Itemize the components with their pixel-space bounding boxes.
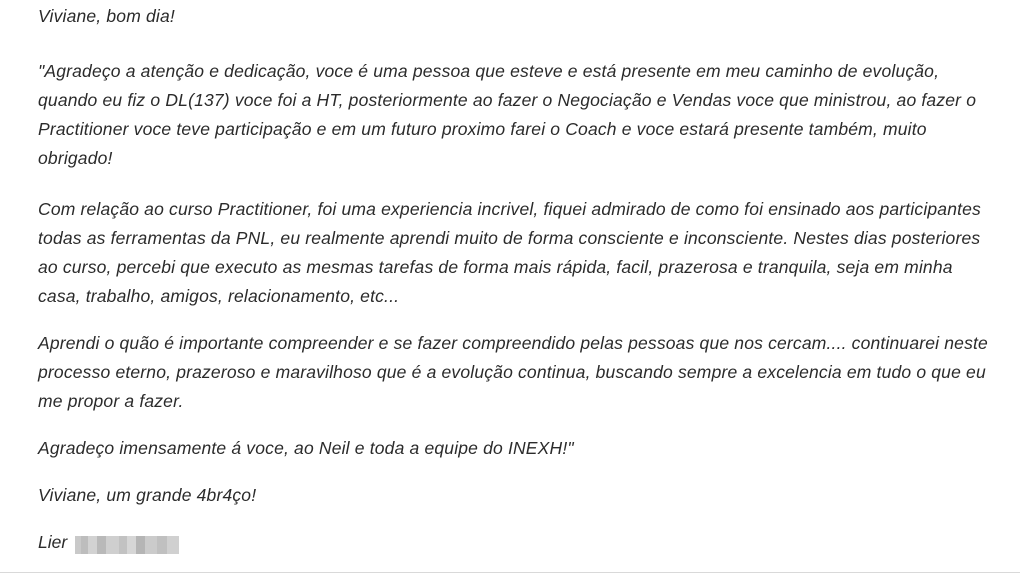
document-body (38, 0, 994, 557)
greeting-line: Viviane, bom dia! (38, 6, 175, 26)
testimonial-paragraph-1: "Agradeço a atenção e dedicação, voce é uma pessoa que esteve e está presente em meu caminho de evolução, quando eu fiz o DL(137) voce foi a HT, posteriormente ao fazer o Negociação e Vendas voce que ministrou, ao fazer o Practitioner voce teve participação e em um futuro proximo farei o Coach e voce estará presente também, muito obrigado! (38, 61, 977, 168)
testimonial-paragraph-2: Com relação ao curso Practitioner, foi uma experiencia incrivel, fiquei admirado de como foi ensinado aos participantes todas as ferramentas da PNL, eu realmente aprendi muito de forma consciente e inconsciente. Nestes dias posteriores ao curso, percebi que executo as mesmas tarefas de forma mais rápida, facil, prazerosa e tranquila, seja em minha casa, trabalho, amigos, relacionamento, etc... (38, 199, 981, 306)
thanks-paragraph: Agradeço imensamente á voce, ao Neil e toda a equipe do INEXH!" (38, 438, 574, 458)
paragraph-spacer (38, 463, 994, 481)
paragraph-spacer (38, 31, 994, 57)
signature-block (38, 528, 994, 557)
paragraph-spacer (38, 510, 994, 528)
signature-first-name: Lier (38, 532, 68, 552)
bottom-divider (0, 572, 1024, 573)
paragraph-spacer (38, 416, 994, 434)
paragraph-spacer (38, 173, 994, 195)
redacted-surname-block (75, 536, 179, 554)
testimonial-paragraph-3: Aprendi o quão é importante compreender e se fazer compreendido pelas pessoas que nos cercam.... continuarei neste processo eterno, prazeroso e maravilhoso que é a evolução continua, buscando sempre a excelencia em tudo o que eu me propor a fazer. (38, 333, 988, 411)
closing-line: Viviane, um grande 4br4ço! (38, 485, 257, 505)
right-edge-margin (1020, 0, 1024, 576)
paragraph-spacer (38, 311, 994, 329)
